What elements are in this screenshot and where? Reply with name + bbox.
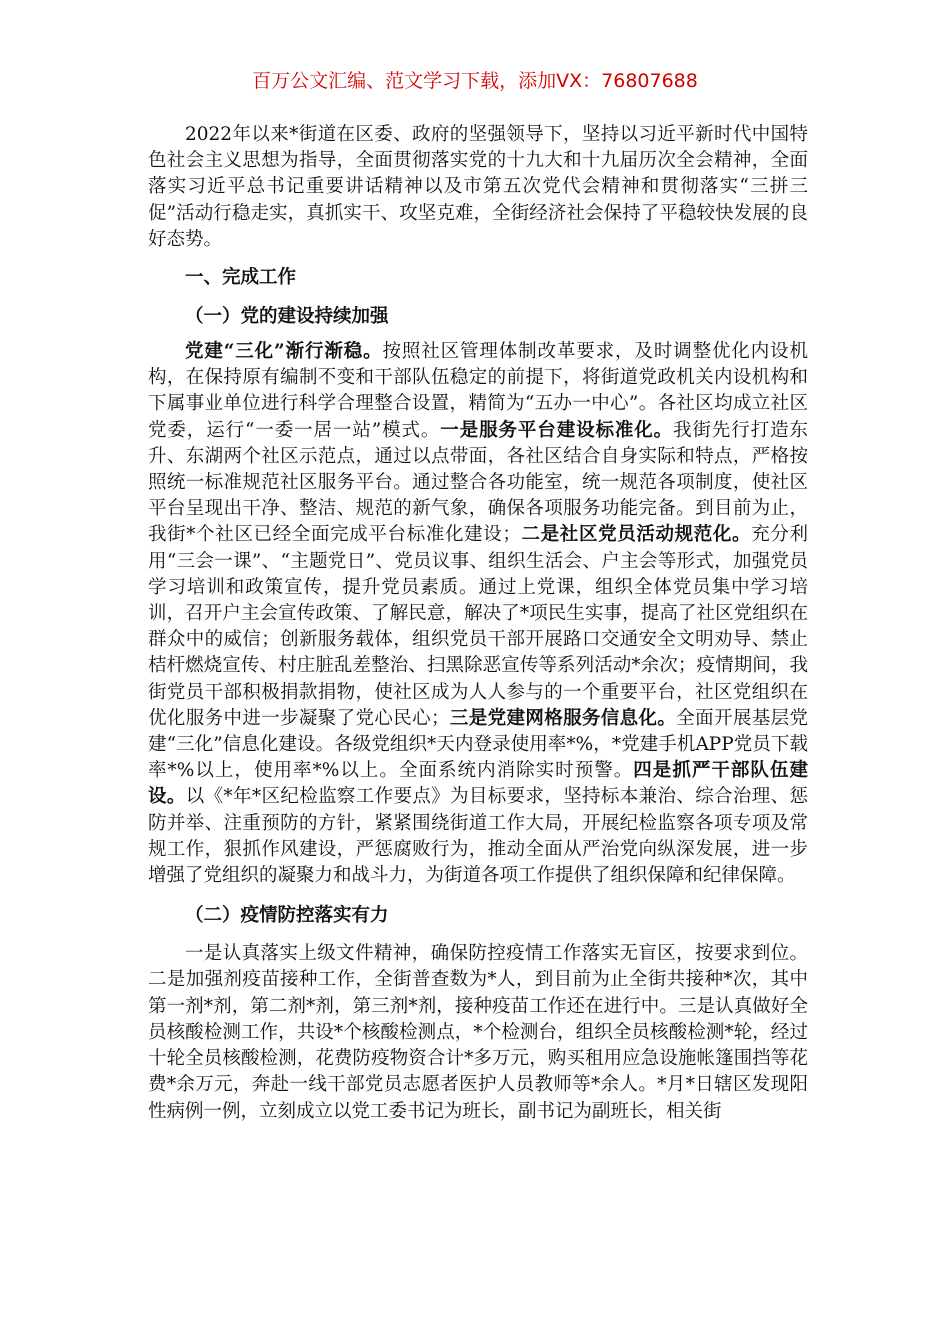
subsection-heading-epidemic-control: （二）疫情防控落实有力: [185, 905, 389, 927]
section-heading-completed-work: 一、完成工作: [185, 267, 297, 289]
text-3: 充分利用“三会一课”、“主题党日”、党员议事、组织生活会、户主会等形式，加强党员学习培训和政策宣传，提升党员素质。通过上党课，组织全体党员集中学习培训，召开户主会宣传政策、了解民意，解决了*项民生实事，提高了社区党组织在群众中的威信；创新服务载体，组织党员干部开展路口交通安全文明劝导、禁止桔杆燃烧宣传、村庄脏乱差整治、扫黑除恶宣传等系列活动*余次；疫情期间，我街党员干部积极捐款捐物，使社区成为人人参与的一个重要平台，社区党组织在优化服务中进一步凝聚了党心民心；: [148, 524, 808, 729]
point-1: 一是服务平台建设标准化。: [440, 419, 674, 441]
text-1: 按照社区管理体制改革要求，及时调整优化内设机构，在保持原有编制不变和干部队伍稳定的前提下，将街道党政机关内设机构和下属事业单位进行科学合理整合设置，精简为“五办一中心”。各社区均成立社区党委，运行“一委一居一站”模式。: [148, 341, 808, 441]
document-body: [148, 122, 808, 1125]
text-5: 以《*年*区纪检监察工作要点》为目标要求，坚持标本兼治、综合治理、惩防并举、注重预防的方针，紧紧围绕街道工作大局，开展纪检监察各项专项及常规工作，狠抓作风建设，严惩腐败行为，推动全面从严治党向纵深发展，进一步增强了党组织的凝聚力和战斗力，为街道各项工作提供了组织保障和纪律保障。: [148, 786, 808, 887]
watermark-header: 百万公文汇编、范文学习下载，添加VX：76807688: [252, 70, 698, 92]
point-3: 三是党建网格服务信息化。: [449, 707, 677, 729]
point-4: 四是抓严干部队伍建设。: [148, 760, 808, 808]
lead-party-building: 党建“三化”渐行渐稳。: [185, 341, 383, 363]
epidemic-control-paragraph: 一是认真落实上级文件精神，确保防控疫情工作落实无盲区，按要求到位。二是加强剂疫苗接种工作，全街普查数为*人，到目前为止全街共接种*次，其中第一剂*剂，第二剂*剂，第三剂*剂，接种疫苗工作还在进行中。三是认真做好全员核酸检测工作，共设*个核酸检测点，*个检测台，组织全员核酸检测*轮，经过十轮全员核酸检测，花费防疫物资合计*多万元，购买租用应急设施帐篷围挡等花费*余万元，奔赴一线干部党员志愿者医护人员教师等*余人。*月*日辖区发现阳性病例一例，立刻成立以党工委书记为班长，副书记为副班长，相关街: [148, 943, 808, 1122]
intro-paragraph: 2022年以来*街道在区委、政府的坚强领导下，坚持以习近平新时代中国特色社会主义思想为指导，全面贯彻落实党的十九大和十九届历次全会精神，全面落实习近平总书记重要讲话精神以及市第五次党代会精神和贯彻落实“三拼三促”活动行稳走实，真抓实干、攻坚克难，全街经济社会保持了平稳较快发展的良好态势。: [148, 124, 808, 250]
party-building-paragraph: [148, 339, 808, 889]
subsection-heading-party-building: （一）党的建设持续加强: [185, 306, 389, 328]
text-4: 全面开展基层党建“三化”信息化建设。各级党组织*天内登录使用率*%，*党建手机APP党员下载率*%以上，使用率*%以上。全面系统内消除实时预警。: [148, 707, 808, 782]
point-2: 二是社区党员活动规范化。: [520, 524, 752, 546]
text-2: 我街先行打造东升、东湖两个社区示范点，通过以点带面，各社区结合自身实际和特点，严格按照统一标准规范社区服务平台。通过整合各功能室，统一规范各项制度，使社区平台呈现出干净、整洁、规范的新气象，确保各项服务功能完备。到目前为止，我街*个社区已经全面完成平台标准化建设；: [148, 419, 808, 546]
